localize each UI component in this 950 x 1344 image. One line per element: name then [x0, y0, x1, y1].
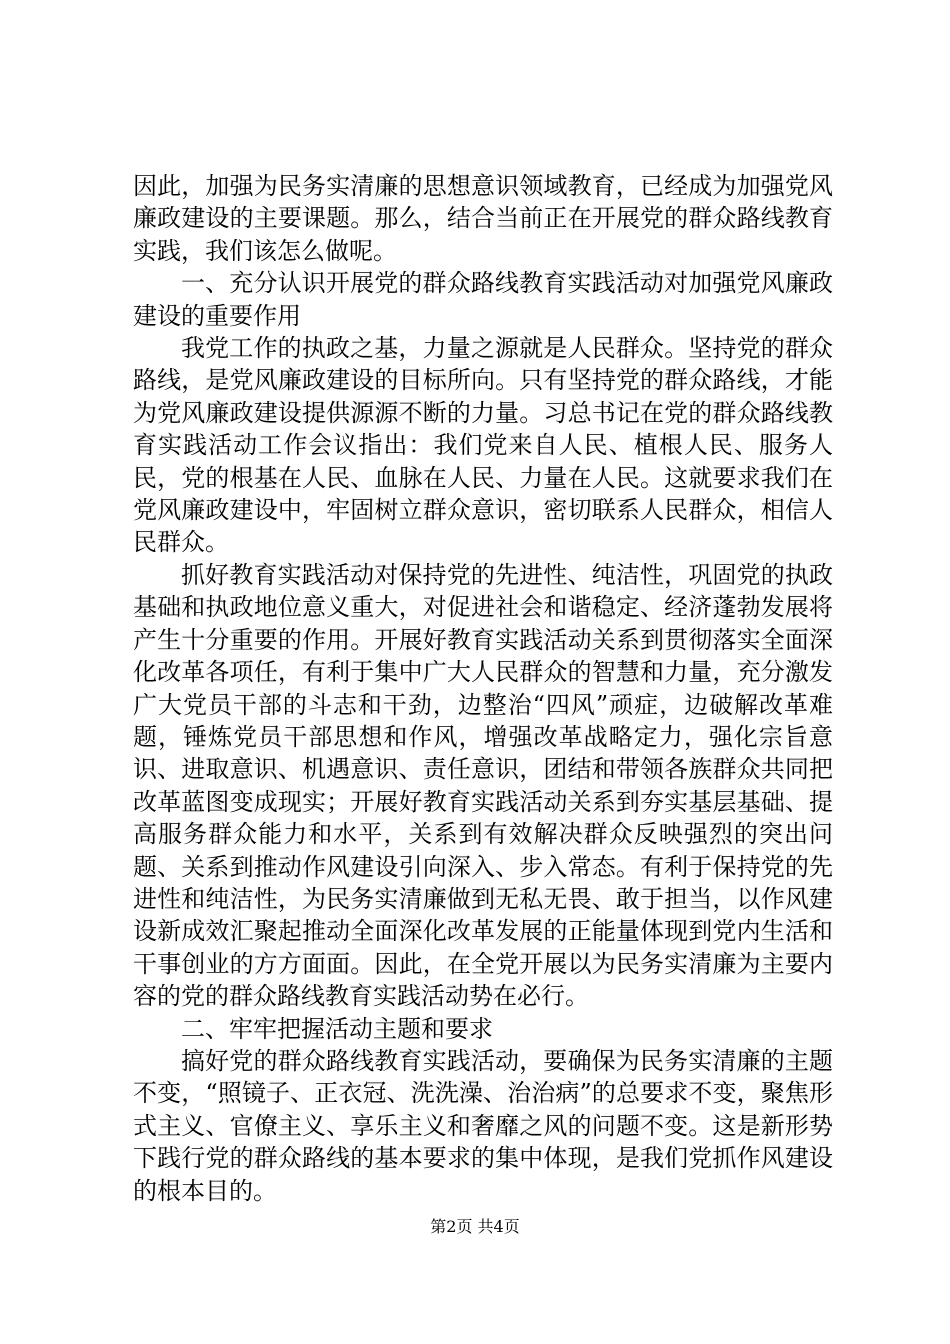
paragraph: 搞好党的群众路线教育实践活动，要确保为民务实清廉的主题不变，“照镜子、正衣冠、洗洗澡、治治病”的总要求不变，聚焦形式主义、官僚主义、享乐主义和奢靡之风的问题不变。这是新形势下践行党的群众路线的基本要求的集中体现，是我们党抓作风建设的根本目的。: [133, 1046, 833, 1205]
paragraph: 我党工作的执政之基，力量之源就是人民群众。坚持党的群众路线，是党风廉政建设的目标所向。只有坚持党的群众路线，才能为党风廉政建设提供源源不断的力量。习总书记在党的群众路线教育实践活动工作会议指出：我们党来自人民、植根人民、服务人民，党的根基在人民、血脉在人民、力量在人民。这就要求我们在党风廉政建设中，牢固树立群众意识，密切联系人民群众，相信人民群众。: [133, 334, 833, 557]
document-body: [133, 170, 833, 1207]
paragraph: 抓好教育实践活动对保持党的先进性、纯洁性，巩固党的执政基础和执政地位意义重大，对促进社会和谐稳定、经济蓬勃发展将产生十分重要的作用。开展好教育实践活动关系到贯彻落实全面深化改革各项任，有利于集中广大人民群众的智慧和力量，充分激发广大党员干部的斗志和干劲，边整治“四风”顽症，边破解改革难题，锤炼党员干部思想和作风，增强改革战略定力，强化宗旨意识、进取意识、机遇意识、责任意识，团结和带领各族群众共同把改革蓝图变成现实；开展好教育实践活动关系到夯实基层基础、提高服务群众能力和水平，关系到有效解决群众反映强烈的突出问题、关系到推动作风建设引向深入、步入常态。有利于保持党的先进性和纯洁性，为民务实清廉做到无私无畏、敢于担当，以作风建设新成效汇聚起推动全面深化改革发展的正能量体现到党内生活和干事创业的方方面面。因此，在全党开展以为民务实清廉为主要内容的党的群众路线教育实践活动势在必行。: [133, 560, 833, 1011]
paragraph-continuation: 因此，加强为民务实清廉的思想意识领域教育，已经成为加强党风廉政建设的主要课题。那么，结合当前正在开展党的群众路线教育实践，我们该怎么做呢。: [133, 172, 833, 265]
page-number-footer: 第2页 共4页: [430, 1217, 520, 1236]
section-heading-2: 二、牢牢把握活动主题和要求: [181, 1014, 493, 1043]
section-heading-1: 一、充分认识开展党的群众路线教育实践活动对加强党风廉政建设的重要作用: [133, 269, 833, 330]
